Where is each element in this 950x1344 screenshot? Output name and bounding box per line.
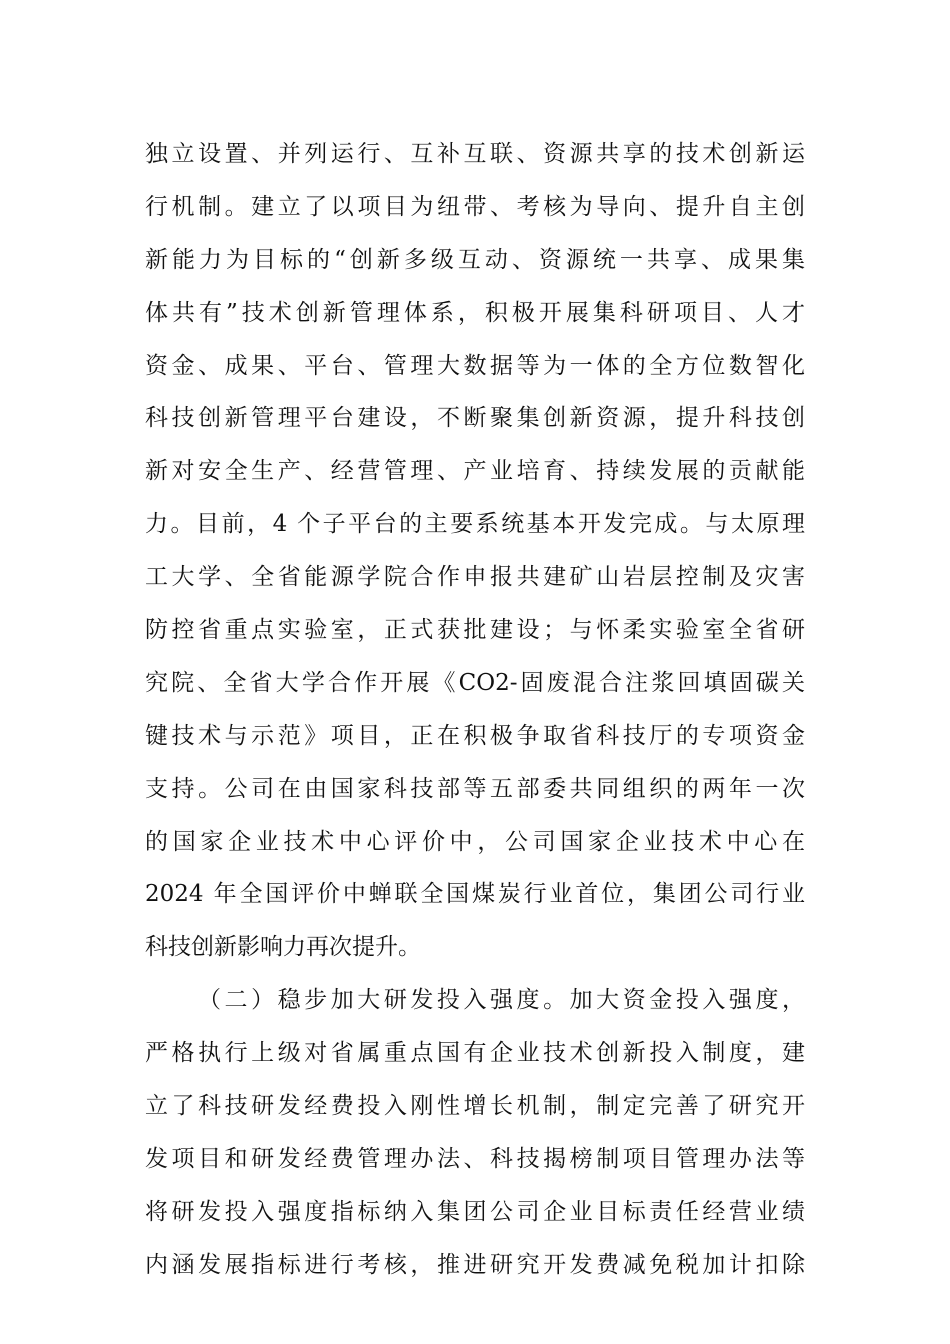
body-text-line: 内涵发展指标进行考核，推进研究开发费减免税加计扣除 bbox=[145, 1252, 805, 1278]
body-text-line: 将研发投入强度指标纳入集团公司企业目标责任经营业绩 bbox=[145, 1199, 805, 1225]
body-text-line: 新对安全生产、经营管理、产业培育、持续发展的贡献能 bbox=[145, 458, 805, 484]
body-text-line: 独立设置、并列运行、互补互联、资源共享的技术创新运 bbox=[145, 141, 805, 167]
paragraph-end-line: 科技创新影响力再次提升。 bbox=[145, 934, 421, 960]
body-text-line: 新能力为目标的“创新多级互动、资源统一共享、成果集 bbox=[145, 247, 805, 273]
body-text-line: 的国家企业技术中心评价中，公司国家企业技术中心在 bbox=[145, 829, 805, 855]
body-text-line: 2024 年全国评价中蝉联全国煤炭行业首位，集团公司行业 bbox=[145, 881, 805, 907]
body-text-line: 科技创新管理平台建设，不断聚集创新资源，提升科技创 bbox=[145, 405, 805, 431]
body-text-line: 立了科技研发经费投入刚性增长机制，制定完善了研究开 bbox=[145, 1093, 805, 1119]
body-text-line: 体共有”技术创新管理体系，积极开展集科研项目、人才 bbox=[145, 300, 805, 326]
body-text-line: 发项目和研发经费管理办法、科技揭榜制项目管理办法等 bbox=[145, 1146, 805, 1172]
body-text-line: 支持。公司在由国家科技部等五部委共同组织的两年一次 bbox=[145, 776, 805, 802]
body-text-line: 力。目前，4 个子平台的主要系统基本开发完成。与太原理 bbox=[145, 511, 805, 537]
body-text-line: 工大学、全省能源学院合作申报共建矿山岩层控制及灾害 bbox=[145, 564, 805, 590]
body-text-line: 防控省重点实验室，正式获批建设；与怀柔实验室全省研 bbox=[145, 617, 805, 643]
body-text-line: 资金、成果、平台、管理大数据等为一体的全方位数智化 bbox=[145, 353, 805, 379]
body-text-line: 行机制。建立了以项目为纽带、考核为导向、提升自主创 bbox=[145, 194, 805, 220]
body-text-line: 究院、全省大学合作开展《CO2-固废混合注浆回填固碳关 bbox=[145, 670, 805, 696]
body-text-line: 键技术与示范》项目，正在积极争取省科技厅的专项资金 bbox=[145, 723, 805, 749]
section-heading-line: （二）稳步加大研发投入强度。加大资金投入强度， bbox=[198, 987, 805, 1013]
body-text-line: 严格执行上级对省属重点国有企业技术创新投入制度，建 bbox=[145, 1040, 805, 1066]
